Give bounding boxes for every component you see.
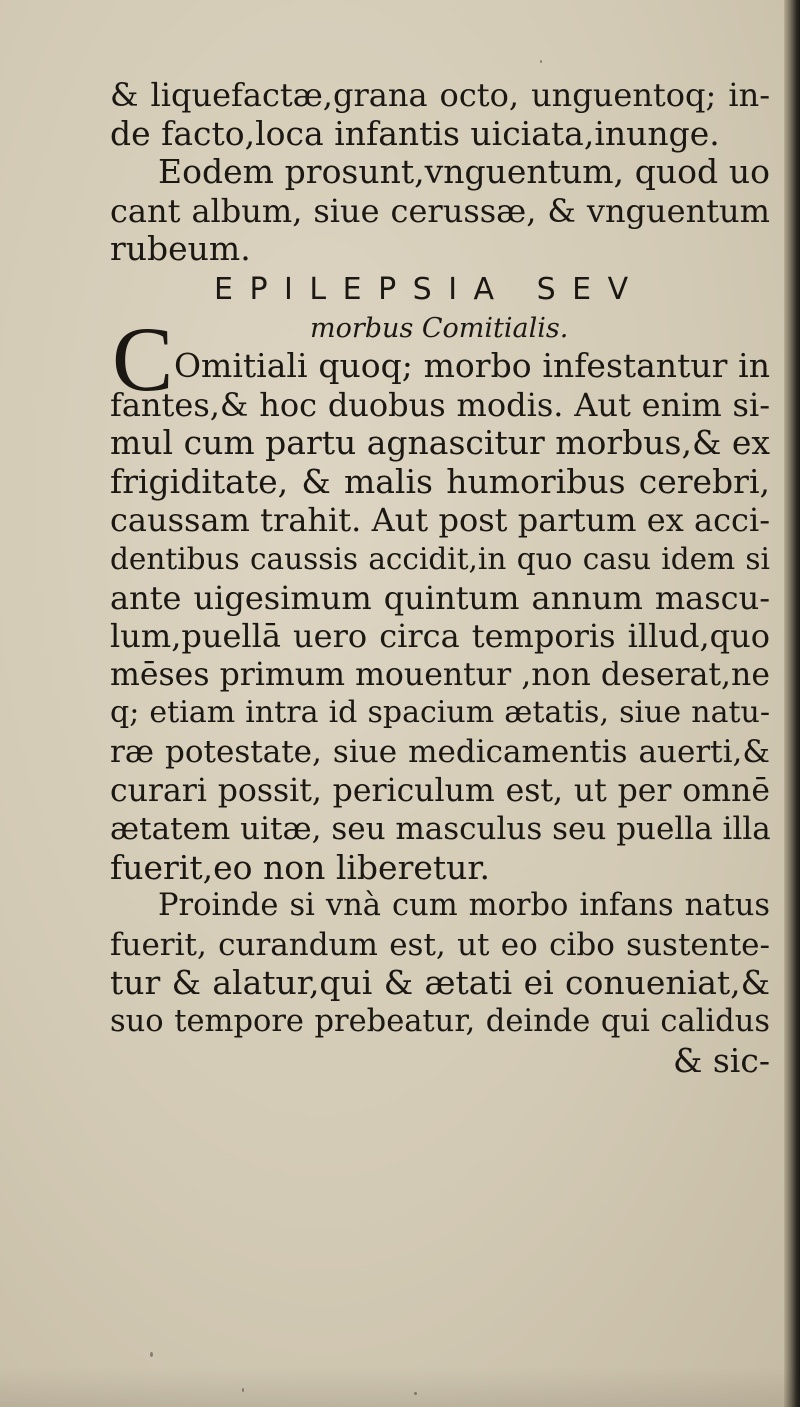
text-line: Eodem prosunt,vnguentum, quod uo: [158, 152, 770, 192]
ink-speck: [150, 1352, 153, 1357]
catchword: & sic-: [673, 1040, 770, 1080]
text-line: mēses primum mouentur ,non deserat,ne: [110, 656, 770, 693]
ink-speck: [414, 1392, 417, 1395]
page-text: [110, 76, 770, 1080]
text-line: fuerit,eo non liberetur.: [110, 847, 491, 887]
text-line: ræ potestate, siue medicamentis auerti,&: [110, 733, 770, 770]
text-line: ante uigesimum quintum annum mascu-: [110, 578, 770, 617]
text-line: suo tempore prebeatur, deinde qui calidus: [110, 1004, 770, 1040]
text-line: tur & alatur,qui & ætati ei conueniat,&: [110, 963, 770, 1003]
text-line: rubeum.: [110, 229, 251, 269]
drop-capital: C: [112, 307, 174, 410]
text-line: Proinde si vnà cum morbo infans natus: [158, 888, 770, 924]
text-line: cant album, siue cerussæ, & vnguentum: [110, 191, 770, 230]
text-line: dentibus caussis accidit,in quo casu idem si: [110, 541, 770, 576]
text-line: caussam trahit. Aut post partum ex acci-: [110, 501, 770, 540]
text-line: curari possit, periculum est, ut per omnē: [110, 772, 770, 809]
text-line: de facto,loca infantis uiciata,inunge.: [110, 113, 720, 153]
ink-speck: [242, 1388, 244, 1392]
text-line: ætatem uitæ, seu masculus seu puella illa: [110, 811, 771, 848]
page-shadow: [0, 1367, 800, 1407]
ink-speck: [540, 60, 542, 63]
text-line: q; etiam intra id spacium ætatis, siue natu-: [110, 695, 770, 731]
binding-gutter: [784, 0, 800, 1407]
text-line: lum,puellā uero circa temporis illud,quo: [110, 617, 770, 656]
text-line: fuerit, curandum est, ut eo cibo sustente-: [110, 926, 770, 963]
text-line: & liquefactæ,grana octo, unguentoq; in-: [110, 76, 770, 114]
section-subheading: morbus Comitialis.: [310, 312, 569, 344]
text-line: fantes,& hoc duobus modis. Aut enim si-: [110, 385, 770, 424]
text-line: Omitiali quoq; morbo infestantur in: [174, 345, 770, 385]
section-heading: EPILEPSIA SEV: [214, 271, 645, 307]
text-line: frigiditate, & malis humoribus cerebri,: [110, 461, 770, 501]
text-line: mul cum partu agnascitur morbus,& ex: [110, 423, 770, 463]
